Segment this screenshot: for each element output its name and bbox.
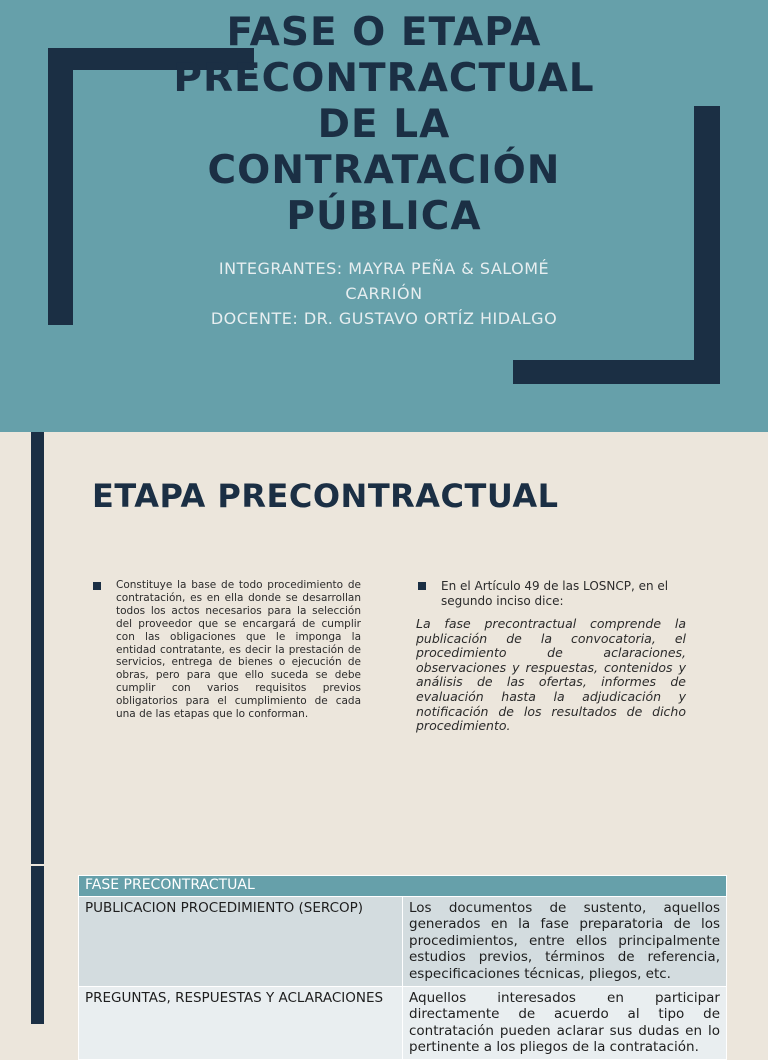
phase-table bbox=[78, 875, 727, 1060]
subtitle-line: DOCENTE: DR. GUSTAVO ORTÍZ HIDALGO bbox=[210, 309, 558, 328]
right-bullet-item bbox=[418, 579, 686, 734]
article-quote: La fase precontractual comprende la publicación de la convocatoria, el procedimiento de aclaraciones, observaciones y respuestas, contenidos y análisis de las ofertas, informes de evaluación hasta la adjudicación y notificación de los resultados de dicho procedimiento. bbox=[416, 616, 686, 734]
square-bullet-icon bbox=[93, 582, 101, 590]
table-cell-value: Los documentos de sustento, aquellos generados en la fase preparatoria de los procedimientos, entre ellos principalmente estudios previos, términos de referencia, especificaciones técnicas, pliegos, etc. bbox=[403, 896, 727, 986]
slide-subtitle bbox=[150, 256, 618, 331]
table-header: FASE PRECONTRACTUAL bbox=[79, 876, 727, 897]
frame-bar-bottom-right-vertical bbox=[694, 106, 720, 384]
title-line: FASE O ETAPA bbox=[226, 10, 542, 55]
table-header-row bbox=[79, 876, 727, 897]
left-bullet-item bbox=[93, 579, 361, 721]
slide-title bbox=[100, 10, 668, 240]
side-accent-bar-upper bbox=[31, 432, 44, 864]
subtitle-line: CARRIÓN bbox=[345, 284, 423, 303]
title-line: DE LA bbox=[317, 102, 451, 147]
square-bullet-icon bbox=[418, 582, 426, 590]
table-cell-key: PUBLICACION PROCEDIMIENTO (SERCOP) bbox=[79, 896, 403, 986]
content-slide bbox=[0, 432, 768, 1056]
title-line: PRECONTRACTUAL bbox=[173, 56, 595, 101]
side-accent-bar-lower bbox=[31, 866, 44, 1024]
title-line: CONTRATACIÓN bbox=[207, 148, 561, 193]
section-heading: ETAPA PRECONTRACTUAL bbox=[92, 477, 559, 515]
right-bullet-text: En el Artículo 49 de las LOSNCP, en el segundo inciso dice: bbox=[441, 579, 669, 608]
title-slide bbox=[0, 0, 768, 432]
table-cell-key: PREGUNTAS, RESPUESTAS Y ACLARACIONES bbox=[79, 986, 403, 1059]
frame-bar-top-left-vertical bbox=[48, 48, 73, 325]
subtitle-line: INTEGRANTES: MAYRA PEÑA & SALOMÉ bbox=[218, 259, 550, 278]
title-line: PÚBLICA bbox=[286, 194, 482, 239]
table-cell-value: Aquellos interesados en participar directamente de acuerdo al tipo de contratación pueden aclarar sus dudas en lo pertinente a los pliegos de la contratación. bbox=[403, 986, 727, 1059]
frame-bar-bottom-right-horizontal bbox=[513, 360, 720, 384]
table-row bbox=[79, 896, 727, 986]
left-bullet-text: Constituye la base de todo procedimiento de contratación, es en ella donde se desarrollan todos los actos necesarios para la selección del proveedor que se encargará de cumplir con las obligaciones que le imponga la entidad contratante, es decir la prestación de servicios, entrega de bienes o ejecución de obras, pero para que ello suceda se debe cumplir con varios requisitos previos obligatorios para el cumplimiento de cada una de las etapas que lo conforman. bbox=[116, 579, 361, 721]
table-row bbox=[79, 986, 727, 1059]
